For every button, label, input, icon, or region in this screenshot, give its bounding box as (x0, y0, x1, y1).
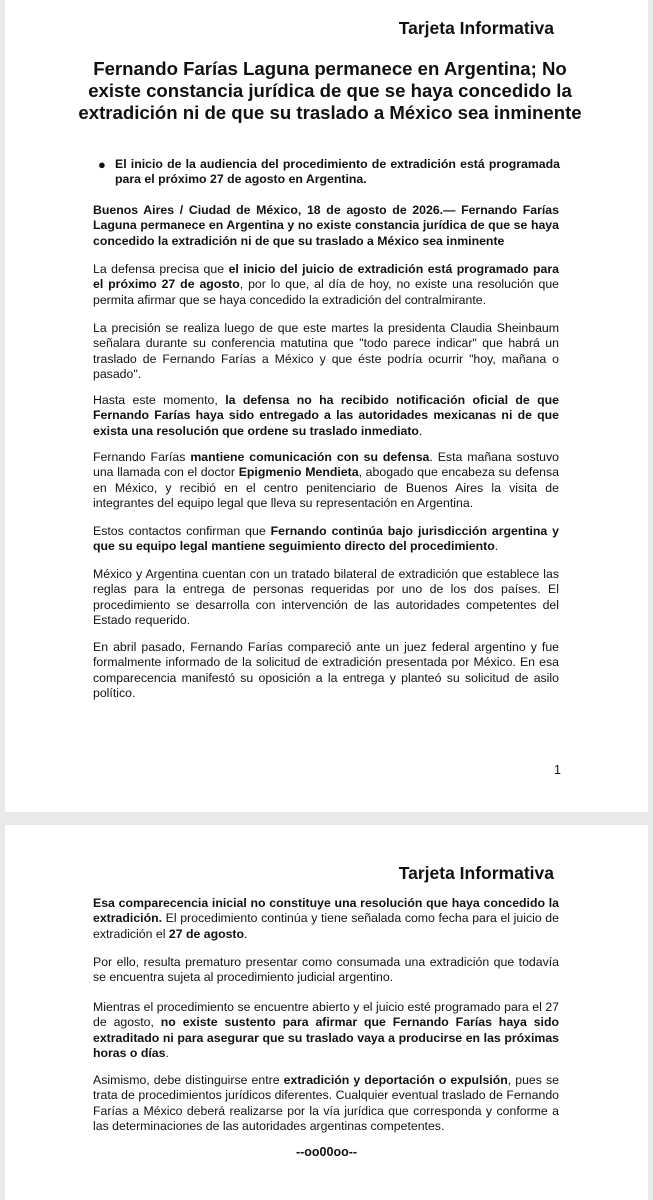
text-run-bold: el inicio del juicio de extradición está programado para el próximo 27 de agosto (93, 262, 560, 292)
paragraph-6 (93, 524, 559, 555)
document-page-1 (5, 0, 648, 812)
text-run: . (494, 539, 499, 554)
page-header: Tarjeta Informativa (398, 18, 554, 38)
text-run: La defensa precisa que (93, 262, 229, 276)
text-run: Hasta este momento, (93, 393, 226, 407)
closing-mark: --oo00oo-- (295, 1145, 358, 1159)
bullet-item (98, 157, 560, 188)
text-run: . Esta mañana sostuvo una llamada con el doctor (93, 450, 559, 480)
paragraph-1 (93, 896, 559, 942)
text-run: Mientras el procedimiento se encuentre abierto y el juicio esté programado para el 27 de agosto, (93, 1000, 559, 1030)
text-run-bold: Epigmenio Mendieta (238, 465, 359, 480)
paragraph-4 (93, 1073, 559, 1135)
document-title: Fernando Farías Laguna permanece en Argentina; No existe constancia jurídica de que se haya concedido la extradición ni de que su traslado a México sea inminente (78, 58, 582, 123)
text-run: , pues se trata de procedimientos jurídicos diferentes. Cualquier eventual traslado de Fernando Farías a México deberá realizarse por la vía jurídica que corresponda y conforme a las determinaciones de las autoridades argentinas competentes. (93, 1073, 559, 1134)
document-page-2 (5, 825, 648, 1200)
text-run: Asimismo, debe distinguirse entre (93, 1073, 284, 1087)
paragraph-7: México y Argentina cuentan con un tratado bilateral de extradición que establece las reglas para la entrega de personas requeridas por uno de los dos países. El procedimiento se desarrolla con intervención de las autoridades competentes del Estado requerido. (93, 567, 559, 628)
paragraph-2 (93, 262, 559, 308)
text-run-bold: la defensa no ha recibido notificación oficial de que Fernando Farías haya sido entregado a las autoridades mexicanas ni de que exista una resolución que ordene su traslado inmediato (93, 393, 560, 438)
text-run-bold: Fernando continúa bajo jurisdicción argentina y que su equipo legal mantiene seguimiento directo del procedimiento (93, 524, 560, 554)
text-run: , abogado que encabeza su defensa en México, y recibió en el centro penitenciario de Buenos Aires la visita de integrantes del equipo legal que lleva su representación en Argentina. (93, 465, 559, 511)
text-run-bold: no existe sustento para afirmar que Fernando Farías haya sido extraditado ni para asegurar que su traslado vaya a producirse en las próximas horas o días (93, 1015, 559, 1061)
text-run-bold: mantiene comunicación con su defensa (190, 450, 430, 464)
page-header: Tarjeta Informativa (398, 863, 554, 883)
text-run: El procedimiento continúa y tiene señalada como fecha para el juicio de extradición el (93, 911, 559, 941)
paragraph-3: La precisión se realiza luego de que este martes la presidenta Claudia Sheinbaum señalara durante su conferencia matutina que "todo parece indicar" que habrá un traslado de Fernando Farías a México y que éste podría ocurrir "hoy, mañana o pasado". (93, 321, 559, 382)
text-run: Fernando Farías (93, 450, 191, 464)
text-run: . (165, 1046, 169, 1061)
bullet-icon: ● (98, 157, 106, 172)
text-run: . (244, 926, 248, 941)
paragraph-3 (93, 1000, 559, 1062)
page-number: 1 (554, 763, 561, 777)
paragraph-5 (93, 450, 559, 512)
text-run: , por lo que, al día de hoy, no existe una resolución que permita afirmar que se haya concedido la extradición del contralmirante. (93, 277, 559, 307)
text-run-bold: 27 de agosto (168, 926, 245, 941)
text-run: Estos contactos confirman que (93, 524, 271, 538)
bullet-text: El inicio de la audiencia del procedimiento de extradición está programada para el próximo 27 de agosto en Argentina. (115, 157, 560, 187)
text-run-bold: extradición y deportación o expulsión (283, 1073, 508, 1087)
paragraph-2: Por ello, resulta prematuro presentar como consumada una extradición que todavía se encuentra sujeta al procedimiento judicial argentino. (93, 955, 559, 985)
lead-paragraph: Buenos Aires / Ciudad de México, 18 de agosto de 2026.— Fernando Farías Laguna permanece en Argentina y no existe constancia jurídica de que se haya concedido la extradición ni de que su traslado a México sea inminente (93, 203, 559, 248)
text-run-bold: Esa comparecencia inicial no constituye una resolución que haya concedido la extradición. (93, 896, 559, 926)
paragraph-4 (93, 393, 559, 439)
paragraph-8: En abril pasado, Fernando Farías compareció ante un juez federal argentino y fue formalmente informado de la solicitud de extradición presentada por México. En esa comparecencia manifestó su oposición a la entrega y planteó su solicitud de asilo político. (93, 640, 559, 701)
text-run: . (418, 423, 423, 438)
